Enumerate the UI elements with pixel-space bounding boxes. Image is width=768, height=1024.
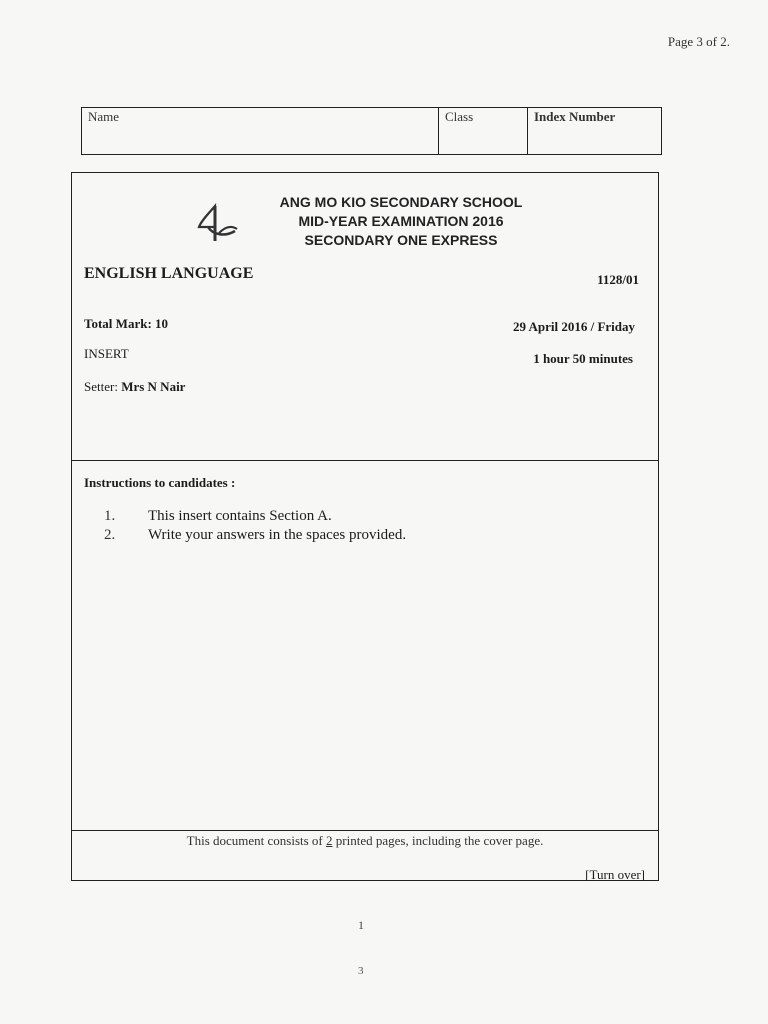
instructions-heading: Instructions to candidates :	[84, 475, 236, 490]
page-count: 2	[326, 833, 333, 848]
school-header	[261, 193, 541, 250]
instruction-text: Write your answers in the spaces provided.	[148, 527, 407, 543]
index-number-field	[528, 108, 661, 154]
class-field	[439, 108, 528, 154]
exam-date: 29 April 2016 / Friday	[512, 319, 635, 334]
setter-line	[84, 379, 185, 395]
note-before: This document consists of	[186, 833, 327, 848]
index-number-label: Index Number	[534, 109, 616, 124]
scan-page-number: 3	[358, 965, 364, 977]
instruction-item	[104, 526, 406, 545]
school-name: ANG MO KIO SECONDARY SCHOOL	[279, 194, 523, 210]
insert-label: INSERT	[84, 346, 129, 361]
instructions-list	[104, 507, 406, 545]
instruction-number: 2.	[104, 527, 116, 543]
page-number: 1	[358, 918, 364, 932]
section-divider	[72, 460, 658, 461]
exam-duration: 1 hour 50 minutes	[533, 351, 633, 366]
turn-over-label: [Turn over]	[585, 867, 645, 882]
instruction-number: 1.	[104, 508, 116, 524]
footer-divider	[72, 830, 658, 831]
subject-title: ENGLISH LANGUAGE	[84, 265, 254, 282]
setter-label: Setter:	[84, 379, 118, 394]
name-field	[82, 108, 439, 154]
paper-code: 1128/01	[597, 272, 639, 287]
level-title: SECONDARY ONE EXPRESS	[304, 232, 498, 248]
page-count-note	[72, 833, 658, 849]
class-label: Class	[445, 109, 474, 124]
name-label: Name	[88, 109, 120, 124]
instruction-text: This insert contains Section A.	[148, 508, 332, 524]
student-id-table	[81, 107, 662, 155]
instruction-item	[104, 507, 406, 526]
page-reference: Page 3 of 2.	[667, 34, 730, 49]
school-logo-icon	[195, 203, 239, 243]
setter-name: Mrs N Nair	[121, 379, 186, 394]
exam-title: MID-YEAR EXAMINATION 2016	[298, 213, 504, 229]
note-after: printed pages, including the cover page.	[332, 833, 544, 848]
total-mark: Total Mark: 10	[84, 316, 169, 331]
